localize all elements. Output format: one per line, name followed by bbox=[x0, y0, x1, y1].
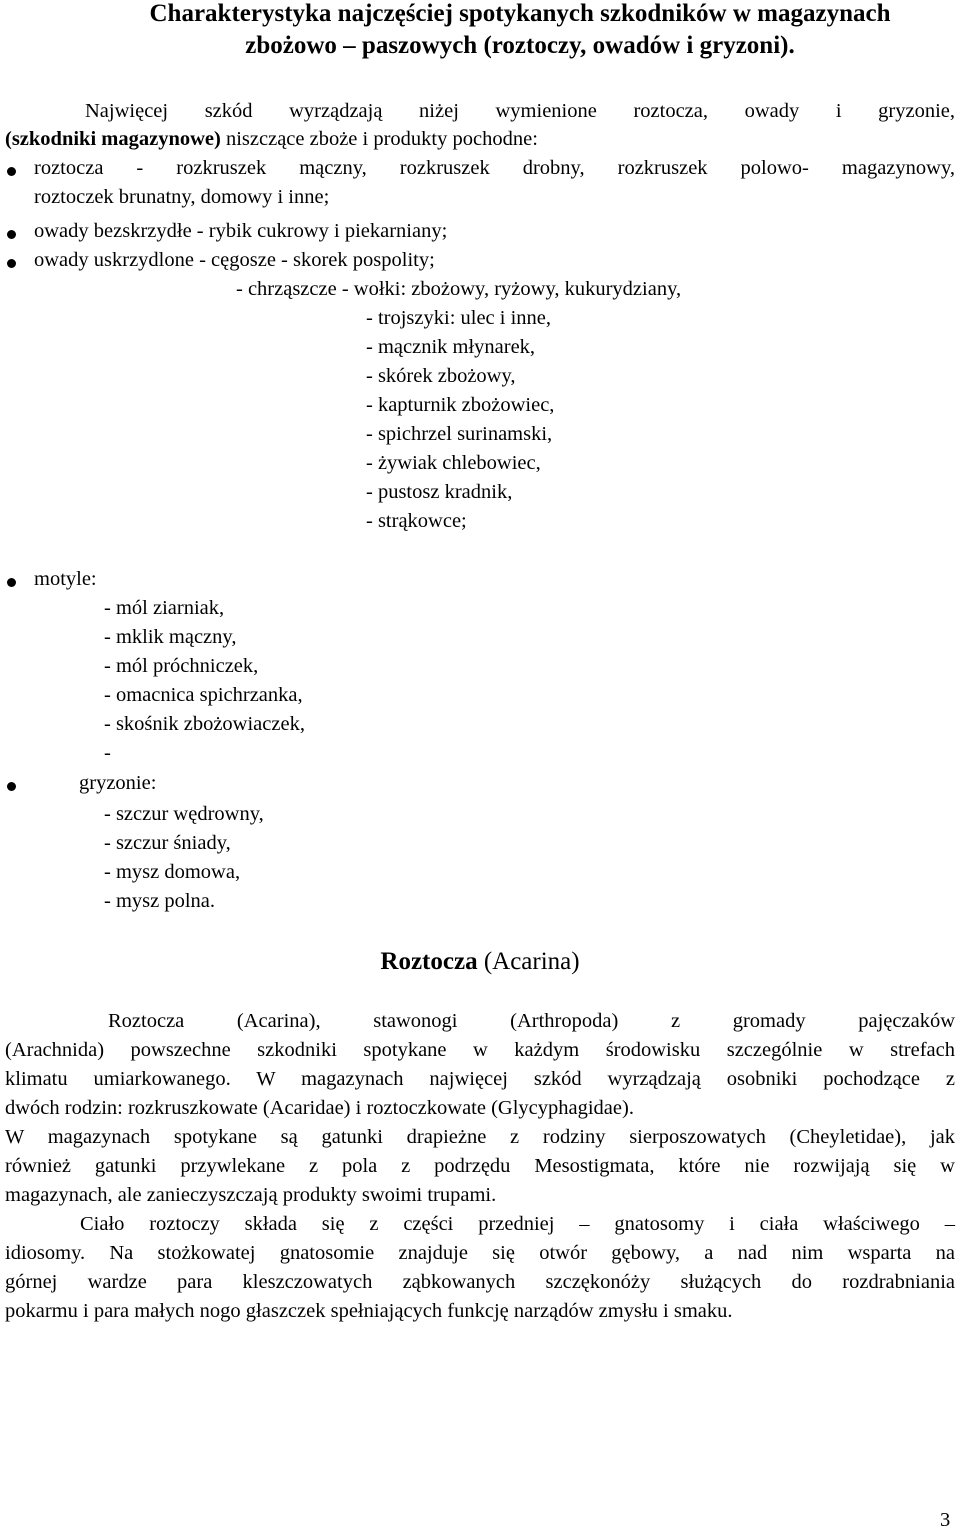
intro-line-2 bbox=[5, 128, 538, 151]
bullet-icon bbox=[7, 230, 16, 239]
motyle-item: - omacnica spichrzanka, bbox=[104, 684, 303, 706]
motyle-item: - skośnik zbożowiaczek, bbox=[104, 713, 305, 735]
intro-line-1: Najwięcej szkód wyrządzają niżej wymienione roztocza, owady i gryzonie, bbox=[85, 100, 955, 122]
gryzonie-item: - mysz domowa, bbox=[104, 861, 241, 883]
body-line: idiosomy. Na stożkowatej gnatosomie znajduje się otwór gębowy, a nad nim wsparta na bbox=[5, 1242, 955, 1264]
body-line: górnej wardze para kleszczowatych ząbkowanych szczękonóży służących do rozdrabniania bbox=[5, 1271, 955, 1293]
bullet-roztocza-line-2: roztoczek brunatny, domowy i inne; bbox=[34, 186, 330, 208]
gryzonie-item: - mysz polna. bbox=[104, 890, 216, 912]
chrzaszcze-item: - mącznik młynarek, bbox=[366, 336, 536, 358]
chrzaszcze-item: - kapturnik zbożowiec, bbox=[366, 394, 555, 416]
gryzonie-item: - szczur wędrowny, bbox=[104, 803, 264, 825]
motyle-item: - mól próchniczek, bbox=[104, 655, 259, 677]
chrzaszcze-heading: - chrząszcze - wołki: zbożowy, ryżowy, kukurydziany, bbox=[236, 278, 682, 300]
chrzaszcze-item: - skórek zbożowy, bbox=[366, 365, 516, 387]
motyle-item: - bbox=[104, 742, 111, 764]
body-line: (Arachnida) powszechne szkodniki spotykane w każdym środowisku szczególnie w strefach bbox=[5, 1039, 955, 1061]
page-title-line-2: zbożowo – paszowych (roztoczy, owadów i gryzoni). bbox=[245, 32, 795, 59]
body-line: W magazynach spotykane są gatunki drapieżne z rodziny sierposzowatych (Cheyletidae), jak bbox=[5, 1126, 955, 1148]
chrzaszcze-item: - spichrzel surinamski, bbox=[366, 423, 553, 445]
motyle-item: - mklik mączny, bbox=[104, 626, 237, 648]
bullet-uskrzydlone: owady uskrzydlone - cęgosze - skorek pospolity; bbox=[34, 249, 435, 271]
intro-bold-term: (szkodniki magazynowe) bbox=[5, 128, 221, 150]
body-line: pokarmu i para małych nogo głaszczek spełniających funkcję narządów zmysłu i smaku. bbox=[5, 1300, 733, 1322]
section-heading-latin: (Acarina) bbox=[477, 948, 580, 975]
bullet-bezskrzydle: owady bezskrzydłe - rybik cukrowy i piekarniany; bbox=[34, 220, 448, 242]
bullet-roztocza-line-1: roztocza - rozkruszek mączny, rozkruszek drobny, rozkruszek polowo- magazynowy, bbox=[34, 157, 955, 179]
body-line: klimatu umiarkowanego. W magazynach najwięcej szkód wyrządzają osobniki pochodzące z bbox=[5, 1068, 955, 1090]
chrzaszcze-item: - pustosz kradnik, bbox=[366, 481, 513, 503]
page-number: 3 bbox=[940, 1509, 951, 1531]
intro-line-2-rest: niszczące zboże i produkty pochodne: bbox=[220, 128, 538, 150]
bullet-icon bbox=[7, 167, 16, 176]
gryzonie-item: - szczur śniady, bbox=[104, 832, 231, 854]
body-line: magazynach, ale zanieczyszczają produkty swoimi trupami. bbox=[5, 1184, 497, 1206]
chrzaszcze-item: - strąkowce; bbox=[366, 510, 467, 532]
section-heading bbox=[0, 948, 960, 976]
body-line: Roztocza (Acarina), stawonogi (Arthropoda) z gromady pajęczaków bbox=[108, 1010, 955, 1032]
page-title-line-1: Charakterystyka najczęściej spotykanych szkodników w magazynach bbox=[149, 0, 891, 27]
gryzonie-label: gryzonie: bbox=[79, 772, 157, 794]
motyle-item: - mól ziarniak, bbox=[104, 597, 225, 619]
bullet-icon bbox=[7, 259, 16, 268]
chrzaszcze-item: - żywiak chlebowiec, bbox=[366, 452, 541, 474]
motyle-label: motyle: bbox=[34, 568, 97, 590]
body-line: również gatunki przywlekane z pola z podrzędu Mesostigmata, które nie rozwijają się w bbox=[5, 1155, 955, 1177]
body-line: Ciało roztoczy składa się z części przedniej – gnatosomy i ciała właściwego – bbox=[80, 1213, 955, 1235]
chrzaszcze-item: - trojszyki: ulec i inne, bbox=[366, 307, 552, 329]
body-line: dwóch rodzin: rozkruszkowate (Acaridae) i roztoczkowate (Glycyphagidae). bbox=[5, 1097, 634, 1119]
bullet-icon bbox=[7, 578, 16, 587]
section-heading-bold: Roztocza bbox=[380, 948, 478, 975]
bullet-icon bbox=[7, 782, 16, 791]
